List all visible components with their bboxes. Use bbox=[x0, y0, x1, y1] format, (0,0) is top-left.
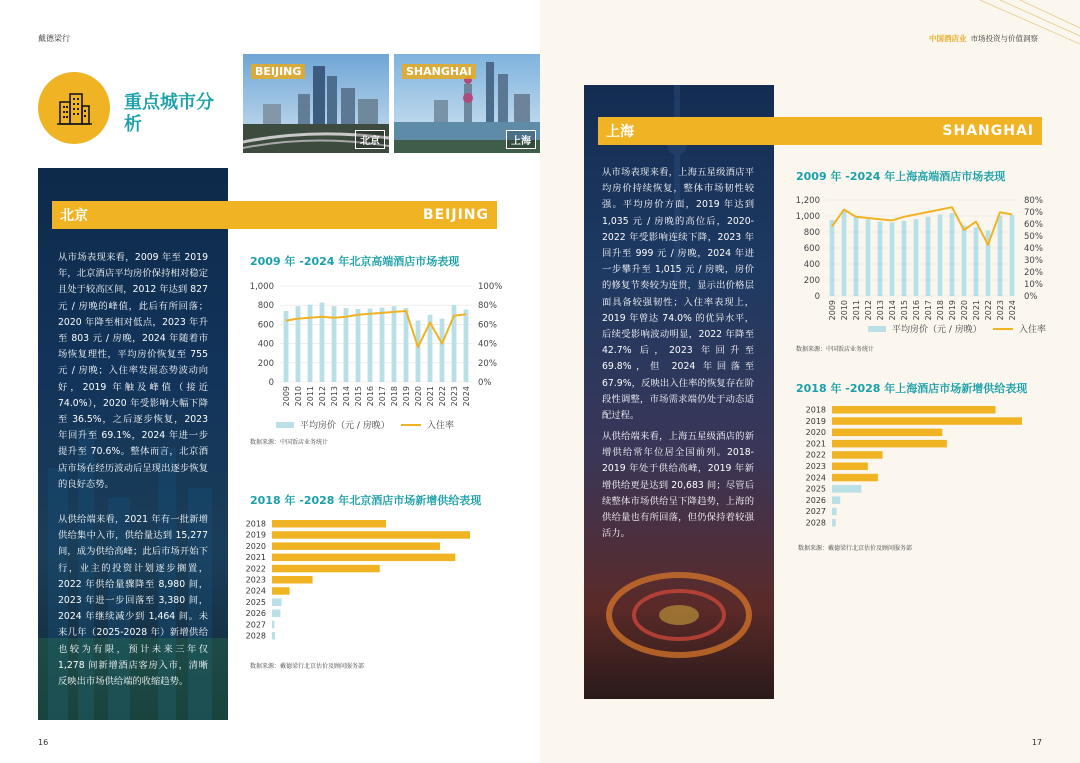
price-bar bbox=[416, 321, 421, 382]
y2-tick-label: 80% bbox=[1024, 196, 1043, 206]
beijing-photo-tag-cn: 北京 bbox=[355, 130, 385, 149]
y2-tick-label: 40% bbox=[478, 339, 497, 350]
beijing-supply-chart bbox=[244, 516, 494, 648]
price-bar bbox=[998, 216, 1003, 296]
beijing-market-paragraph: 从市场表现来看，2009 年至 2019 年，北京酒店平均房价保持相对稳定且处于较高区间，2012 年达到 827 元 / 房晚的峰值，此后有所回落；2020 年降至相对低点，2023 年升至 803 元 / 房晚，2024 年随着市场恢复理性，平均房价恢复至 755 元 / 房晚；入住率发展态势波动向好，2019 年触及峰值（接近 74.0%），2020 年受影响大幅下降至 36.5%，之后逐步恢复，2023 年回升至 69.1%，2024 年进一步提升至 70.6%。整体而言，北京酒店市场在经历波动后呈现出逐步恢复的良好态势。 bbox=[58, 252, 208, 490]
supply-bar bbox=[832, 519, 836, 527]
supply-year-label: 2026 bbox=[245, 609, 266, 619]
x-tick-label: 2015 bbox=[354, 386, 363, 407]
x-tick-label: 2009 bbox=[282, 386, 291, 407]
y2-tick-label: 70% bbox=[1024, 208, 1043, 218]
x-tick-label: 2017 bbox=[924, 300, 933, 321]
supply-year-label: 2020 bbox=[245, 541, 266, 551]
x-tick-label: 2018 bbox=[390, 386, 399, 407]
supply-bar bbox=[832, 406, 996, 414]
supply-year-label: 2022 bbox=[245, 564, 266, 574]
shanghai-supply-chart bbox=[790, 402, 1040, 534]
occupancy-line bbox=[286, 311, 466, 347]
supply-year-label: 2024 bbox=[805, 473, 826, 483]
price-bar bbox=[866, 219, 871, 296]
supply-bar bbox=[832, 440, 947, 448]
page-header bbox=[929, 33, 1038, 44]
x-tick-label: 2015 bbox=[900, 300, 909, 321]
x-tick-label: 2019 bbox=[402, 386, 411, 407]
supply-bar bbox=[272, 520, 386, 528]
supply-bar bbox=[832, 474, 878, 482]
supply-bar bbox=[272, 632, 275, 640]
price-bar bbox=[1010, 215, 1015, 296]
supply-bar bbox=[832, 485, 861, 493]
occupancy-line bbox=[832, 207, 1012, 245]
price-bar bbox=[914, 219, 919, 296]
y-tick-label: 200 bbox=[803, 276, 820, 286]
x-tick-label: 2024 bbox=[1008, 300, 1017, 321]
legend-price-label: 平均房价（元 / 房晚） bbox=[300, 421, 390, 431]
y-tick-label: 800 bbox=[803, 228, 820, 238]
brand-name: 戴德梁行 bbox=[38, 34, 70, 43]
y-tick-label: 400 bbox=[803, 260, 820, 270]
city-buildings-icon bbox=[38, 72, 110, 144]
x-tick-label: 2012 bbox=[318, 386, 327, 407]
price-bar bbox=[308, 305, 313, 382]
supply-year-label: 2027 bbox=[805, 507, 826, 517]
shanghai-market-paragraph: 从市场表现来看，上海五星级酒店平均房价持续恢复，整体市场韧性较强。平均房价方面，2019 年达到 1,035 元 / 房晚的高位后，2020-2022 年受影响连续下降，2023 年回升至 999 元 / 房晚，2024 年进一步攀升至 1,015 元 / 房晚，房价的修复节奏较为连贯，显示出价格层面具备较强韧性；入住率表现上，2019 年曾达 74.0% 的优异水平，后续受影响波动明显，2022 年降至 42.7% 后，2023 年回升至 69.8%，但 2024 年回落至 67.9%，反映出入住率的恢复存在阶段性调整，市场需求端仍处于动态适配过程。 bbox=[602, 167, 754, 422]
y2-tick-label: 0% bbox=[1024, 292, 1038, 302]
y2-tick-label: 100% bbox=[478, 282, 503, 292]
right-page bbox=[540, 0, 1080, 763]
x-tick-label: 2012 bbox=[864, 300, 873, 321]
x-tick-label: 2020 bbox=[960, 300, 969, 321]
price-bar bbox=[938, 214, 943, 296]
supply-year-label: 2025 bbox=[245, 597, 266, 607]
x-tick-label: 2010 bbox=[294, 386, 303, 407]
x-tick-label: 2014 bbox=[342, 386, 351, 407]
price-bar bbox=[950, 213, 955, 296]
beijing-city-bar-cn: 北京 bbox=[60, 208, 88, 224]
y2-tick-label: 0% bbox=[478, 378, 492, 388]
shanghai-photo-tag-en: SHANGHAI bbox=[402, 64, 476, 79]
y-tick-label: 600 bbox=[803, 244, 820, 254]
supply-year-label: 2021 bbox=[245, 553, 266, 563]
y2-tick-label: 20% bbox=[478, 358, 497, 369]
supply-year-label: 2028 bbox=[805, 518, 826, 528]
shanghai-performance-chart-title: 2009 年 -2024 年上海高端酒店市场表现 bbox=[796, 170, 1006, 183]
y2-tick-label: 20% bbox=[1024, 268, 1043, 278]
legend-price-swatch bbox=[276, 422, 294, 428]
supply-year-label: 2020 bbox=[805, 428, 826, 438]
shanghai-city-bar-cn: 上海 bbox=[606, 124, 634, 140]
header-text: 市场投资与价值洞察 bbox=[970, 34, 1038, 43]
beijing-city-bar-en: BEIJING bbox=[422, 207, 489, 223]
shanghai-photo-tag-cn: 上海 bbox=[506, 130, 536, 149]
shanghai-text-panel bbox=[584, 85, 774, 699]
y2-tick-label: 40% bbox=[1024, 244, 1043, 254]
x-tick-label: 2011 bbox=[306, 386, 315, 407]
legend-price-label: 平均房价（元 / 房晚） bbox=[892, 325, 982, 335]
supply-bar bbox=[272, 598, 282, 606]
shanghai-supply-chart-source: 数据来源：戴德梁行北京估价及顾问服务部 bbox=[798, 545, 913, 552]
x-tick-label: 2016 bbox=[366, 386, 375, 407]
shanghai-supply-paragraph: 从供给端来看，上海五星级酒店的新增供给常年位居全国前列。2018-2019 年处于供给高峰，2019 年新增供给更是达到 20,683 间；尽管后续整体市场供给呈下降趋势，上海的供给量也有所回落，但仍保持着较强活力。 bbox=[602, 431, 754, 540]
supply-year-label: 2022 bbox=[805, 450, 826, 460]
price-bar bbox=[356, 309, 361, 382]
y-tick-label: 0 bbox=[814, 292, 820, 302]
price-bar bbox=[878, 222, 883, 296]
price-bar bbox=[830, 220, 835, 296]
price-bar bbox=[464, 310, 469, 382]
supply-bar bbox=[272, 531, 470, 539]
header-highlight: 中国酒店业 bbox=[929, 34, 967, 43]
supply-year-label: 2027 bbox=[245, 620, 266, 630]
supply-year-label: 2024 bbox=[245, 586, 266, 596]
supply-year-label: 2018 bbox=[245, 519, 266, 529]
y2-tick-label: 80% bbox=[478, 301, 497, 312]
x-tick-label: 2022 bbox=[984, 300, 993, 321]
supply-bar bbox=[272, 610, 280, 618]
beijing-performance-chart-title: 2009 年 -2024 年北京高端酒店市场表现 bbox=[250, 255, 460, 268]
y-tick-label: 200 bbox=[257, 358, 274, 369]
price-bar bbox=[842, 210, 847, 296]
price-bar bbox=[890, 222, 895, 296]
supply-bar bbox=[272, 565, 380, 573]
x-tick-label: 2011 bbox=[852, 300, 861, 321]
x-tick-label: 2021 bbox=[426, 386, 435, 407]
supply-bar bbox=[272, 542, 440, 550]
beijing-photo-tag-en: BEIJING bbox=[251, 64, 305, 79]
x-tick-label: 2013 bbox=[876, 300, 885, 321]
beijing-city-bar bbox=[52, 201, 497, 229]
price-bar bbox=[902, 221, 907, 296]
x-tick-label: 2017 bbox=[378, 386, 387, 407]
x-tick-label: 2022 bbox=[438, 386, 447, 407]
price-bar bbox=[392, 306, 397, 382]
y-tick-label: 1,000 bbox=[795, 212, 820, 222]
shanghai-city-bar-en: SHANGHAI bbox=[942, 123, 1034, 139]
supply-year-label: 2025 bbox=[805, 484, 826, 494]
supply-year-label: 2023 bbox=[245, 575, 266, 585]
price-bar bbox=[320, 303, 325, 382]
x-tick-label: 2013 bbox=[330, 386, 339, 407]
shanghai-city-bar bbox=[598, 117, 1042, 145]
shanghai-supply-chart-title: 2018 年 -2028 年上海酒店市场新增供给表现 bbox=[796, 382, 1028, 395]
price-bar bbox=[974, 227, 979, 296]
beijing-supply-paragraph: 从供给端来看，2021 年有一批新增供给集中入市，供给量达到 15,277 间，成为供给高峰；此后市场开始下行，业主的投资计划逐步搁置，2022 年供给量骤降至 8,980 间，2023 年进一步回落至 3,380 间，2024 年继续减少到 1,464 间。未来几年（2025-2028 年）新增供给也较为有限，预计未来三年仅 1,278 间新增酒店客房入市，清晰反映出市场供给端的收缩趋势。 bbox=[58, 514, 208, 688]
price-bar bbox=[440, 319, 445, 382]
supply-bar bbox=[832, 429, 942, 437]
x-tick-label: 2020 bbox=[414, 386, 423, 407]
beijing-photo bbox=[243, 54, 389, 153]
section-title: 重点城市分析 bbox=[124, 92, 214, 135]
legend-occupancy-label: 入住率 bbox=[1019, 325, 1047, 335]
supply-year-label: 2021 bbox=[805, 439, 826, 449]
supply-year-label: 2019 bbox=[245, 530, 266, 540]
price-bar bbox=[380, 308, 385, 382]
beijing-performance-chart bbox=[244, 274, 510, 434]
price-bar bbox=[926, 217, 931, 296]
x-tick-label: 2023 bbox=[996, 300, 1005, 321]
x-tick-label: 2019 bbox=[948, 300, 957, 321]
y-tick-label: 400 bbox=[257, 339, 274, 350]
y2-tick-label: 50% bbox=[1024, 232, 1043, 242]
y-tick-label: 800 bbox=[257, 301, 274, 312]
supply-bar bbox=[832, 451, 883, 459]
beijing-text-panel bbox=[38, 168, 228, 720]
x-tick-label: 2010 bbox=[840, 300, 849, 321]
supply-year-label: 2018 bbox=[805, 405, 826, 415]
y-tick-label: 0 bbox=[268, 378, 274, 388]
y2-tick-label: 10% bbox=[1024, 280, 1043, 290]
supply-year-label: 2026 bbox=[805, 495, 826, 505]
shanghai-performance-chart-source: 数据来源：中国饭店业务统计 bbox=[796, 346, 875, 353]
x-tick-label: 2014 bbox=[888, 300, 897, 321]
price-bar bbox=[344, 308, 349, 382]
supply-bar bbox=[832, 417, 1022, 425]
right-page-number: 17 bbox=[1031, 738, 1042, 747]
shanghai-photo bbox=[394, 54, 540, 153]
y-tick-label: 1,000 bbox=[249, 282, 274, 292]
y2-tick-label: 60% bbox=[1024, 220, 1043, 230]
left-page-number: 16 bbox=[38, 738, 49, 747]
legend-occupancy-label: 入住率 bbox=[427, 421, 455, 431]
x-tick-label: 2021 bbox=[972, 300, 981, 321]
supply-bar bbox=[832, 508, 837, 516]
beijing-supply-chart-title: 2018 年 -2028 年北京酒店市场新增供给表现 bbox=[250, 494, 482, 507]
beijing-supply-chart-source: 数据来源：戴德梁行北京估价及顾问服务部 bbox=[250, 663, 365, 670]
x-tick-label: 2023 bbox=[450, 386, 459, 407]
beijing-performance-chart-source: 数据来源：中国饭店业务统计 bbox=[250, 439, 329, 446]
supply-year-label: 2028 bbox=[245, 631, 266, 641]
price-bar bbox=[368, 309, 373, 382]
y2-tick-label: 30% bbox=[1024, 256, 1043, 266]
supply-year-label: 2023 bbox=[805, 462, 826, 471]
price-bar bbox=[284, 311, 289, 382]
price-bar bbox=[962, 226, 967, 296]
shanghai-performance-chart bbox=[790, 190, 1056, 338]
supply-bar bbox=[832, 463, 868, 471]
price-bar bbox=[854, 216, 859, 296]
supply-bar bbox=[272, 576, 313, 584]
supply-bar bbox=[272, 587, 290, 595]
x-tick-label: 2024 bbox=[462, 386, 471, 407]
supply-bar bbox=[832, 496, 840, 504]
supply-year-label: 2019 bbox=[805, 416, 826, 426]
supply-bar bbox=[272, 554, 455, 562]
x-tick-label: 2009 bbox=[828, 300, 837, 321]
y-tick-label: 600 bbox=[257, 320, 274, 331]
legend-price-swatch bbox=[868, 326, 886, 332]
y-tick-label: 1,200 bbox=[795, 196, 820, 206]
x-tick-label: 2018 bbox=[936, 300, 945, 321]
x-tick-label: 2016 bbox=[912, 300, 921, 321]
supply-bar bbox=[272, 621, 274, 629]
y2-tick-label: 60% bbox=[478, 320, 497, 331]
